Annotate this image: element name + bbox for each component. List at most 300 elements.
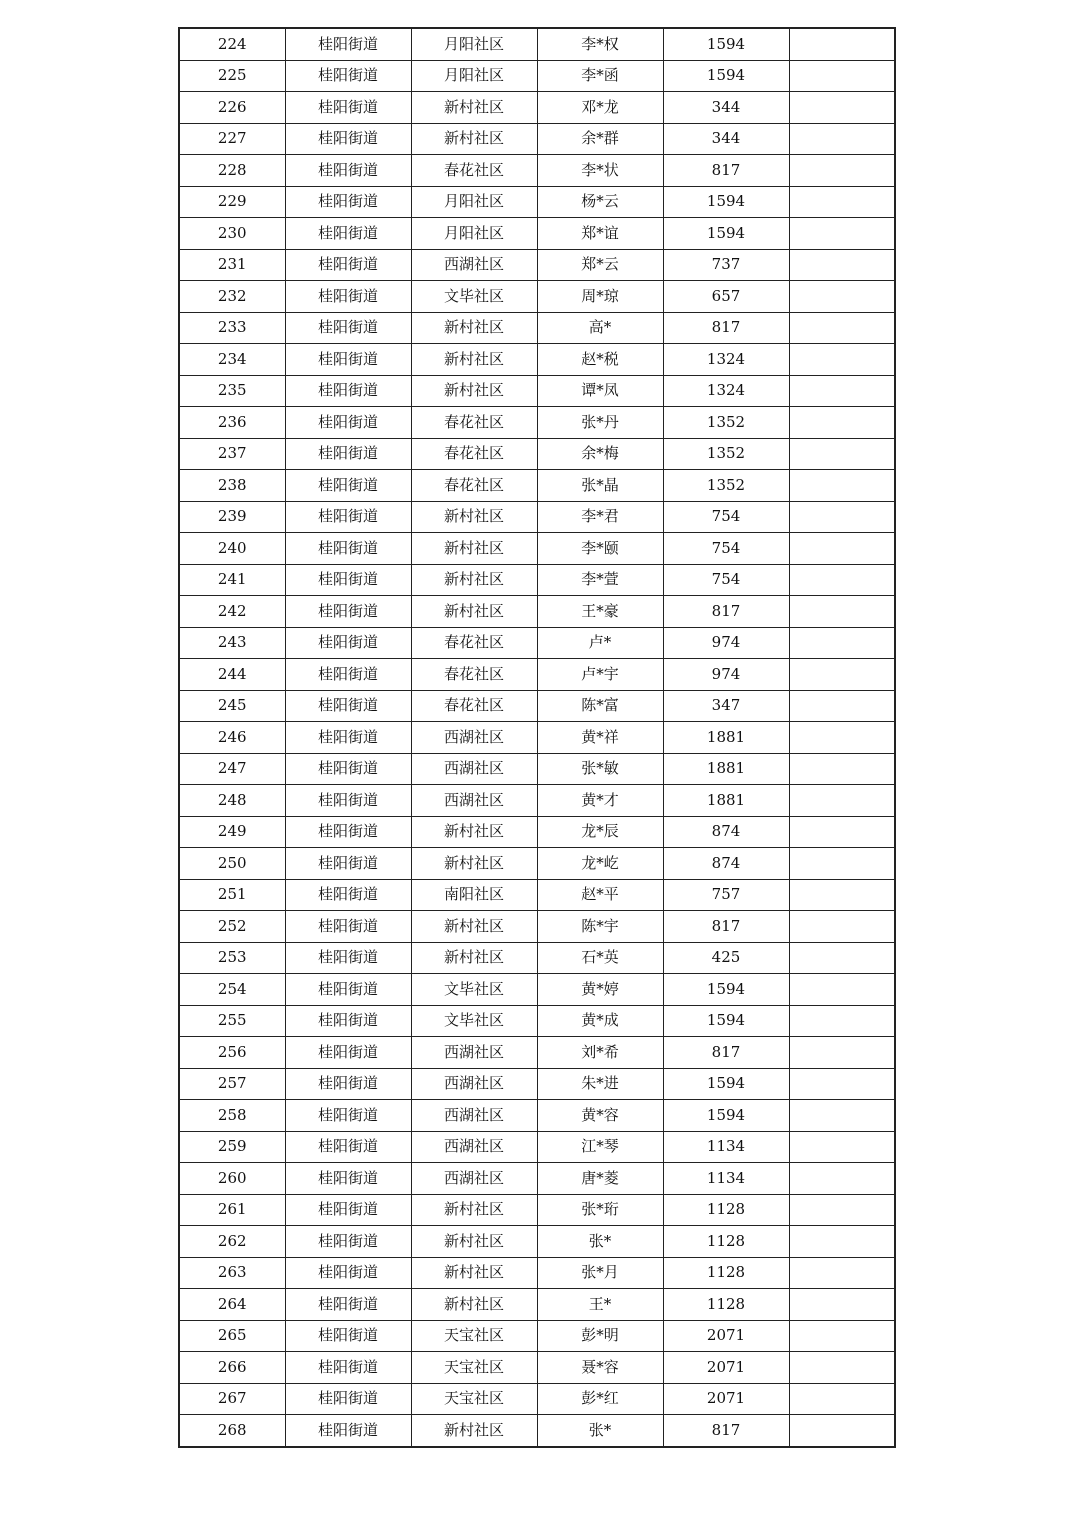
table-row [179, 281, 895, 313]
community-cell: 文毕社区 [411, 281, 537, 313]
community-cell: 新村社区 [411, 1289, 537, 1321]
name-cell: 龙*屹 [537, 848, 663, 880]
table-row [179, 848, 895, 880]
remark-cell [789, 186, 895, 218]
community-cell: 春花社区 [411, 690, 537, 722]
row-number-cell: 258 [179, 1100, 285, 1132]
table-row [179, 974, 895, 1006]
amount-cell: 754 [663, 564, 789, 596]
row-number-cell: 260 [179, 1163, 285, 1195]
name-cell: 陈*宇 [537, 911, 663, 943]
street-cell: 桂阳街道 [285, 1352, 411, 1384]
row-number-cell: 268 [179, 1415, 285, 1447]
remark-cell [789, 60, 895, 92]
table-row [179, 533, 895, 565]
row-number-cell: 240 [179, 533, 285, 565]
row-number-cell: 238 [179, 470, 285, 502]
remark-cell [789, 564, 895, 596]
row-number-cell: 227 [179, 123, 285, 155]
row-number-cell: 252 [179, 911, 285, 943]
street-cell: 桂阳街道 [285, 942, 411, 974]
row-number-cell: 253 [179, 942, 285, 974]
row-number-cell: 244 [179, 659, 285, 691]
community-cell: 西湖社区 [411, 1068, 537, 1100]
amount-cell: 1594 [663, 186, 789, 218]
remark-cell [789, 28, 895, 60]
table-row [179, 816, 895, 848]
remark-cell [789, 218, 895, 250]
amount-cell: 2071 [663, 1383, 789, 1415]
community-cell: 新村社区 [411, 848, 537, 880]
table-row [179, 60, 895, 92]
table-row [179, 1037, 895, 1069]
table-row [179, 375, 895, 407]
amount-cell: 1881 [663, 722, 789, 754]
community-cell: 文毕社区 [411, 974, 537, 1006]
name-cell: 王*豪 [537, 596, 663, 628]
street-cell: 桂阳街道 [285, 722, 411, 754]
remark-cell [789, 281, 895, 313]
table-row [179, 1320, 895, 1352]
community-cell: 新村社区 [411, 344, 537, 376]
amount-cell: 1594 [663, 1005, 789, 1037]
amount-cell: 1352 [663, 407, 789, 439]
name-cell: 张*月 [537, 1257, 663, 1289]
table-row [179, 564, 895, 596]
remark-cell [789, 1257, 895, 1289]
street-cell: 桂阳街道 [285, 753, 411, 785]
remark-cell [789, 533, 895, 565]
street-cell: 桂阳街道 [285, 470, 411, 502]
name-cell: 张* [537, 1415, 663, 1447]
street-cell: 桂阳街道 [285, 816, 411, 848]
community-cell: 新村社区 [411, 942, 537, 974]
name-cell: 彭*红 [537, 1383, 663, 1415]
street-cell: 桂阳街道 [285, 659, 411, 691]
remark-cell [789, 1005, 895, 1037]
row-number-cell: 224 [179, 28, 285, 60]
table-row [179, 186, 895, 218]
community-cell: 春花社区 [411, 407, 537, 439]
name-cell: 杨*云 [537, 186, 663, 218]
street-cell: 桂阳街道 [285, 1037, 411, 1069]
amount-cell: 1128 [663, 1289, 789, 1321]
remark-cell [789, 407, 895, 439]
row-number-cell: 263 [179, 1257, 285, 1289]
row-number-cell: 265 [179, 1320, 285, 1352]
table-row [179, 407, 895, 439]
community-cell: 月阳社区 [411, 186, 537, 218]
street-cell: 桂阳街道 [285, 1005, 411, 1037]
table-row [179, 1289, 895, 1321]
street-cell: 桂阳街道 [285, 879, 411, 911]
row-number-cell: 232 [179, 281, 285, 313]
name-cell: 龙*辰 [537, 816, 663, 848]
community-cell: 春花社区 [411, 155, 537, 187]
remark-cell [789, 312, 895, 344]
name-cell: 刘*希 [537, 1037, 663, 1069]
table-row [179, 785, 895, 817]
remark-cell [789, 155, 895, 187]
remark-cell [789, 1194, 895, 1226]
name-cell: 李*君 [537, 501, 663, 533]
community-cell: 新村社区 [411, 501, 537, 533]
street-cell: 桂阳街道 [285, 690, 411, 722]
row-number-cell: 249 [179, 816, 285, 848]
street-cell: 桂阳街道 [285, 1415, 411, 1447]
table-row [179, 501, 895, 533]
table-row [179, 753, 895, 785]
amount-cell: 974 [663, 659, 789, 691]
table-row [179, 627, 895, 659]
row-number-cell: 262 [179, 1226, 285, 1258]
remark-cell [789, 785, 895, 817]
row-number-cell: 229 [179, 186, 285, 218]
row-number-cell: 239 [179, 501, 285, 533]
remark-cell [789, 438, 895, 470]
community-cell: 西湖社区 [411, 249, 537, 281]
community-cell: 新村社区 [411, 533, 537, 565]
table-row [179, 470, 895, 502]
table-row [179, 1163, 895, 1195]
remark-cell [789, 753, 895, 785]
row-number-cell: 243 [179, 627, 285, 659]
name-cell: 朱*进 [537, 1068, 663, 1100]
amount-cell: 1594 [663, 1068, 789, 1100]
amount-cell: 737 [663, 249, 789, 281]
table-row [179, 344, 895, 376]
amount-cell: 1594 [663, 1100, 789, 1132]
row-number-cell: 236 [179, 407, 285, 439]
amount-cell: 817 [663, 911, 789, 943]
row-number-cell: 256 [179, 1037, 285, 1069]
row-number-cell: 235 [179, 375, 285, 407]
row-number-cell: 225 [179, 60, 285, 92]
row-number-cell: 255 [179, 1005, 285, 1037]
name-cell: 石*英 [537, 942, 663, 974]
community-cell: 春花社区 [411, 627, 537, 659]
community-cell: 新村社区 [411, 1226, 537, 1258]
street-cell: 桂阳街道 [285, 218, 411, 250]
name-cell: 张*丹 [537, 407, 663, 439]
community-cell: 西湖社区 [411, 1163, 537, 1195]
row-number-cell: 231 [179, 249, 285, 281]
remark-cell [789, 1383, 895, 1415]
community-cell: 新村社区 [411, 816, 537, 848]
row-number-cell: 245 [179, 690, 285, 722]
row-number-cell: 264 [179, 1289, 285, 1321]
table-row [179, 690, 895, 722]
name-cell: 李*状 [537, 155, 663, 187]
name-cell: 李*函 [537, 60, 663, 92]
amount-cell: 347 [663, 690, 789, 722]
street-cell: 桂阳街道 [285, 1131, 411, 1163]
table-row [179, 1415, 895, 1447]
street-cell: 桂阳街道 [285, 1100, 411, 1132]
amount-cell: 1594 [663, 28, 789, 60]
street-cell: 桂阳街道 [285, 281, 411, 313]
street-cell: 桂阳街道 [285, 344, 411, 376]
remark-cell [789, 344, 895, 376]
amount-cell: 1594 [663, 974, 789, 1006]
community-cell: 月阳社区 [411, 218, 537, 250]
community-cell: 天宝社区 [411, 1320, 537, 1352]
name-cell: 张* [537, 1226, 663, 1258]
community-cell: 新村社区 [411, 312, 537, 344]
remark-cell [789, 1415, 895, 1447]
remark-cell [789, 249, 895, 281]
street-cell: 桂阳街道 [285, 1194, 411, 1226]
amount-cell: 657 [663, 281, 789, 313]
street-cell: 桂阳街道 [285, 438, 411, 470]
name-cell: 黄*才 [537, 785, 663, 817]
street-cell: 桂阳街道 [285, 1226, 411, 1258]
name-cell: 赵*平 [537, 879, 663, 911]
row-number-cell: 266 [179, 1352, 285, 1384]
remark-cell [789, 722, 895, 754]
community-cell: 西湖社区 [411, 785, 537, 817]
street-cell: 桂阳街道 [285, 249, 411, 281]
remark-cell [789, 848, 895, 880]
street-cell: 桂阳街道 [285, 1289, 411, 1321]
row-number-cell: 246 [179, 722, 285, 754]
name-cell: 余*梅 [537, 438, 663, 470]
amount-cell: 874 [663, 816, 789, 848]
table-row [179, 1100, 895, 1132]
amount-cell: 817 [663, 1037, 789, 1069]
row-number-cell: 241 [179, 564, 285, 596]
row-number-cell: 228 [179, 155, 285, 187]
table-row [179, 1131, 895, 1163]
remark-cell [789, 1100, 895, 1132]
name-cell: 黄*婷 [537, 974, 663, 1006]
community-cell: 南阳社区 [411, 879, 537, 911]
table-row [179, 28, 895, 60]
row-number-cell: 226 [179, 92, 285, 124]
table-row [179, 1005, 895, 1037]
row-number-cell: 259 [179, 1131, 285, 1163]
remark-cell [789, 942, 895, 974]
community-cell: 新村社区 [411, 92, 537, 124]
name-cell: 张*敏 [537, 753, 663, 785]
remark-cell [789, 1289, 895, 1321]
street-cell: 桂阳街道 [285, 501, 411, 533]
street-cell: 桂阳街道 [285, 1383, 411, 1415]
street-cell: 桂阳街道 [285, 155, 411, 187]
name-cell: 李*颐 [537, 533, 663, 565]
community-cell: 新村社区 [411, 1194, 537, 1226]
remark-cell [789, 690, 895, 722]
row-number-cell: 248 [179, 785, 285, 817]
amount-cell: 2071 [663, 1352, 789, 1384]
table-row [179, 722, 895, 754]
street-cell: 桂阳街道 [285, 533, 411, 565]
street-cell: 桂阳街道 [285, 911, 411, 943]
row-number-cell: 242 [179, 596, 285, 628]
remark-cell [789, 974, 895, 1006]
name-cell: 张*晶 [537, 470, 663, 502]
amount-cell: 757 [663, 879, 789, 911]
street-cell: 桂阳街道 [285, 1320, 411, 1352]
table-row [179, 249, 895, 281]
amount-cell: 817 [663, 1415, 789, 1447]
amount-cell: 1881 [663, 753, 789, 785]
amount-cell: 1128 [663, 1257, 789, 1289]
row-number-cell: 234 [179, 344, 285, 376]
row-number-cell: 250 [179, 848, 285, 880]
amount-cell: 1881 [663, 785, 789, 817]
table-row [179, 218, 895, 250]
community-cell: 春花社区 [411, 470, 537, 502]
community-cell: 新村社区 [411, 1257, 537, 1289]
community-cell: 西湖社区 [411, 1037, 537, 1069]
table-row [179, 1352, 895, 1384]
street-cell: 桂阳街道 [285, 407, 411, 439]
amount-cell: 817 [663, 155, 789, 187]
row-number-cell: 247 [179, 753, 285, 785]
remark-cell [789, 1163, 895, 1195]
community-cell: 西湖社区 [411, 753, 537, 785]
amount-cell: 1324 [663, 375, 789, 407]
community-cell: 新村社区 [411, 564, 537, 596]
remark-cell [789, 1320, 895, 1352]
street-cell: 桂阳街道 [285, 60, 411, 92]
table-row [179, 438, 895, 470]
amount-cell: 817 [663, 312, 789, 344]
street-cell: 桂阳街道 [285, 1163, 411, 1195]
name-cell: 余*群 [537, 123, 663, 155]
community-cell: 新村社区 [411, 911, 537, 943]
table-row [179, 596, 895, 628]
street-cell: 桂阳街道 [285, 1257, 411, 1289]
table-row [179, 879, 895, 911]
roster-table [178, 27, 896, 1448]
table-row [179, 1068, 895, 1100]
amount-cell: 1352 [663, 470, 789, 502]
row-number-cell: 261 [179, 1194, 285, 1226]
name-cell: 唐*菱 [537, 1163, 663, 1195]
street-cell: 桂阳街道 [285, 564, 411, 596]
street-cell: 桂阳街道 [285, 312, 411, 344]
table-row [179, 942, 895, 974]
table-row [179, 1383, 895, 1415]
amount-cell: 754 [663, 501, 789, 533]
amount-cell: 974 [663, 627, 789, 659]
street-cell: 桂阳街道 [285, 123, 411, 155]
table-row [179, 911, 895, 943]
table-row [179, 92, 895, 124]
name-cell: 李*权 [537, 28, 663, 60]
amount-cell: 1594 [663, 218, 789, 250]
amount-cell: 1134 [663, 1131, 789, 1163]
street-cell: 桂阳街道 [285, 1068, 411, 1100]
community-cell: 新村社区 [411, 375, 537, 407]
street-cell: 桂阳街道 [285, 92, 411, 124]
name-cell: 黄*成 [537, 1005, 663, 1037]
community-cell: 新村社区 [411, 596, 537, 628]
remark-cell [789, 627, 895, 659]
table-row [179, 1194, 895, 1226]
table-row [179, 659, 895, 691]
street-cell: 桂阳街道 [285, 375, 411, 407]
remark-cell [789, 470, 895, 502]
name-cell: 谭*凤 [537, 375, 663, 407]
street-cell: 桂阳街道 [285, 627, 411, 659]
remark-cell [789, 596, 895, 628]
community-cell: 天宝社区 [411, 1352, 537, 1384]
amount-cell: 1324 [663, 344, 789, 376]
table-row [179, 1226, 895, 1258]
remark-cell [789, 1037, 895, 1069]
remark-cell [789, 1352, 895, 1384]
community-cell: 春花社区 [411, 659, 537, 691]
remark-cell [789, 911, 895, 943]
name-cell: 卢* [537, 627, 663, 659]
row-number-cell: 254 [179, 974, 285, 1006]
row-number-cell: 233 [179, 312, 285, 344]
community-cell: 文毕社区 [411, 1005, 537, 1037]
table-row [179, 123, 895, 155]
remark-cell [789, 1226, 895, 1258]
name-cell: 高* [537, 312, 663, 344]
amount-cell: 344 [663, 123, 789, 155]
name-cell: 周*琼 [537, 281, 663, 313]
remark-cell [789, 92, 895, 124]
amount-cell: 2071 [663, 1320, 789, 1352]
amount-cell: 1594 [663, 60, 789, 92]
roster-table-body [179, 28, 895, 1447]
community-cell: 新村社区 [411, 123, 537, 155]
amount-cell: 1352 [663, 438, 789, 470]
amount-cell: 425 [663, 942, 789, 974]
name-cell: 赵*税 [537, 344, 663, 376]
community-cell: 西湖社区 [411, 1131, 537, 1163]
row-number-cell: 251 [179, 879, 285, 911]
community-cell: 春花社区 [411, 438, 537, 470]
name-cell: 黄*祥 [537, 722, 663, 754]
name-cell: 张*珩 [537, 1194, 663, 1226]
table-row [179, 155, 895, 187]
name-cell: 陈*富 [537, 690, 663, 722]
name-cell: 李*萱 [537, 564, 663, 596]
remark-cell [789, 123, 895, 155]
name-cell: 卢*宇 [537, 659, 663, 691]
row-number-cell: 267 [179, 1383, 285, 1415]
street-cell: 桂阳街道 [285, 848, 411, 880]
name-cell: 江*琴 [537, 1131, 663, 1163]
remark-cell [789, 879, 895, 911]
amount-cell: 874 [663, 848, 789, 880]
amount-cell: 1128 [663, 1226, 789, 1258]
amount-cell: 1134 [663, 1163, 789, 1195]
street-cell: 桂阳街道 [285, 28, 411, 60]
amount-cell: 344 [663, 92, 789, 124]
street-cell: 桂阳街道 [285, 785, 411, 817]
row-number-cell: 257 [179, 1068, 285, 1100]
name-cell: 郑*谊 [537, 218, 663, 250]
street-cell: 桂阳街道 [285, 186, 411, 218]
community-cell: 新村社区 [411, 1415, 537, 1447]
amount-cell: 1128 [663, 1194, 789, 1226]
table-row [179, 312, 895, 344]
remark-cell [789, 375, 895, 407]
name-cell: 黄*容 [537, 1100, 663, 1132]
community-cell: 西湖社区 [411, 1100, 537, 1132]
amount-cell: 817 [663, 596, 789, 628]
name-cell: 王* [537, 1289, 663, 1321]
remark-cell [789, 501, 895, 533]
name-cell: 郑*云 [537, 249, 663, 281]
